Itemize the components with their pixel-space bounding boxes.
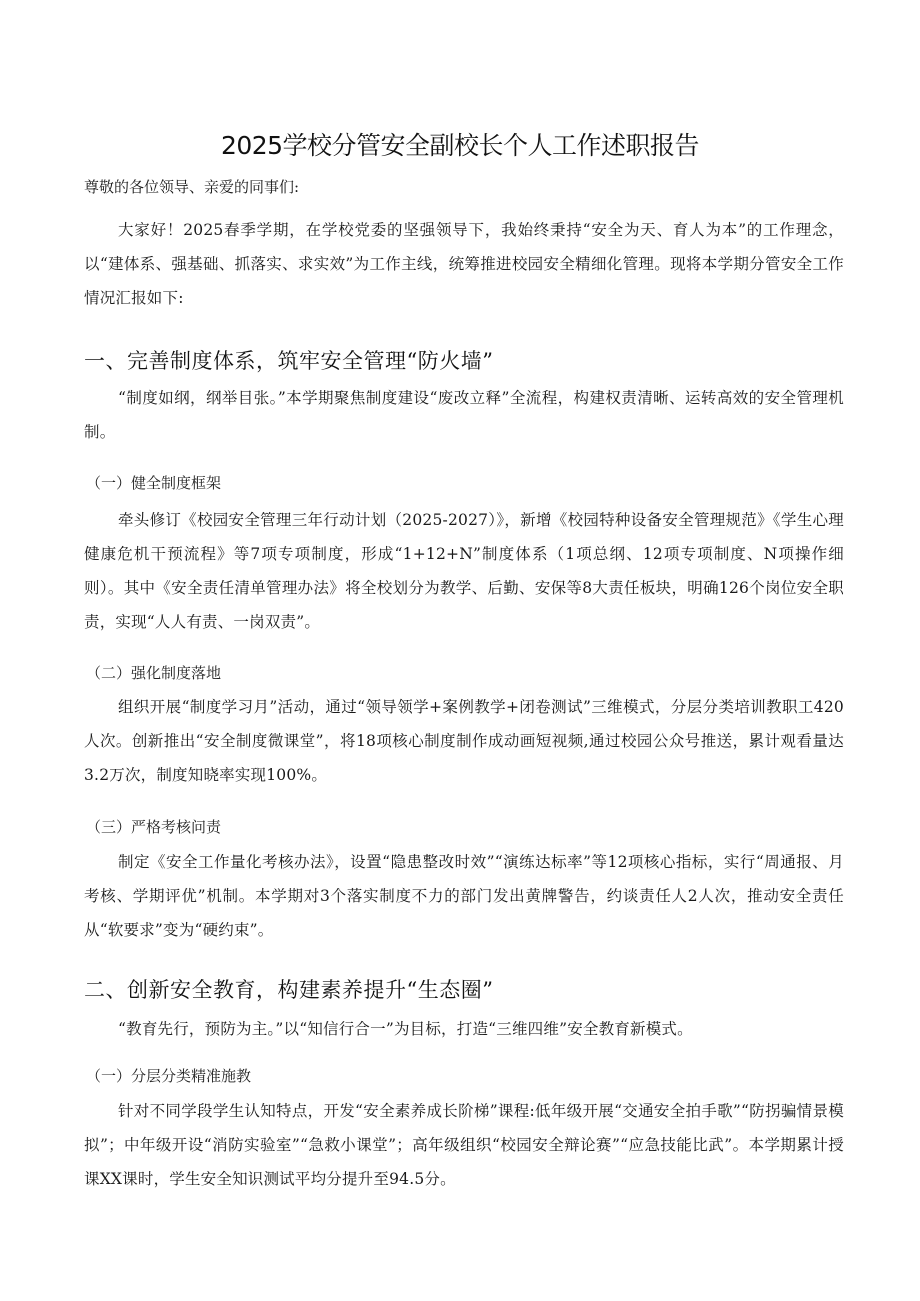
- section1-sub2-text: 组织开展“制度学习月”活动，通过“领导领学+案例教学+闭卷测试”三维模式，分层分类培训教职工420人次。创新推出“安全制度微课堂”，将18项核心制度制作成动画短视频,通过校园公众号推送，累计观看量达3.2万次，制度知晓率实现100%。: [84, 698, 844, 784]
- section2-sub1-text: 针对不同学段学生认知特点，开发“安全素养成长阶梯”课程:低年级开展“交通安全拍手歌”“防拐骗情景模拟”；中年级开设“消防实验室”“急救小课堂”；高年级组织“校园安全辩论赛”“应急技能比武”。本学期累计授课XX课时，学生安全知识测试平均分提升至94.5分。: [84, 1102, 844, 1188]
- section1-lead: “制度如纲，纲举目张。”本学期聚焦制度建设“废改立释”全流程，构建权责清晰、运转高效的安全管理机制。: [84, 389, 844, 441]
- section1-sub1-text: 牵头修订《校园安全管理三年行动计划（2025-2027）》，新增《校园特种设备安全管理规范》《学生心理健康危机干预流程》等7项专项制度，形成“1+12+N”制度体系（1项总纲、12项专项制度、N项操作细则）。其中《安全责任清单管理办法》将全校划分为教学、后勤、安保等8大责任板块，明确126个岗位安全职责，实现“人人有责、一岗双责”。: [84, 511, 844, 631]
- section1-sub1-heading: （一）健全制度框架: [86, 474, 222, 492]
- section1-sub2-heading: （二）强化制度落地: [86, 664, 222, 682]
- section2-sub1-heading: （一）分层分类精准施教: [86, 1067, 252, 1085]
- section2-lead: “教育先行，预防为主。”以“知信行合一”为目标，打造“三维四维”安全教育新模式。: [118, 1020, 693, 1038]
- document-title: 2025学校分管安全副校长个人工作述职报告: [220, 131, 700, 160]
- section1-heading: 一、完善制度体系，筑牢安全管理“防火墙”: [84, 349, 494, 373]
- salutation: 尊敬的各位领导、亲爱的同事们:: [84, 178, 300, 196]
- section2-heading: 二、创新安全教育，构建素养提升“生态圈”: [84, 978, 494, 1002]
- intro-paragraph: 大家好！2025春季学期，在学校党委的坚强领导下，我始终秉持“安全为天、育人为本”的工作理念，以“建体系、强基础、抓落实、求实效”为工作主线，统筹推进校园安全精细化管理。现将本学期分管安全工作情况汇报如下:: [84, 221, 844, 307]
- section1-sub3-heading: （三）严格考核问责: [86, 818, 222, 836]
- section1-sub3-text: 制定《安全工作量化考核办法》，设置“隐患整改时效”“演练达标率”等12项核心指标，实行“周通报、月考核、学期评优”机制。本学期对3个落实制度不力的部门发出黄牌警告，约谈责任人2人次，推动安全责任从“软要求”变为“硬约束”。: [84, 853, 844, 939]
